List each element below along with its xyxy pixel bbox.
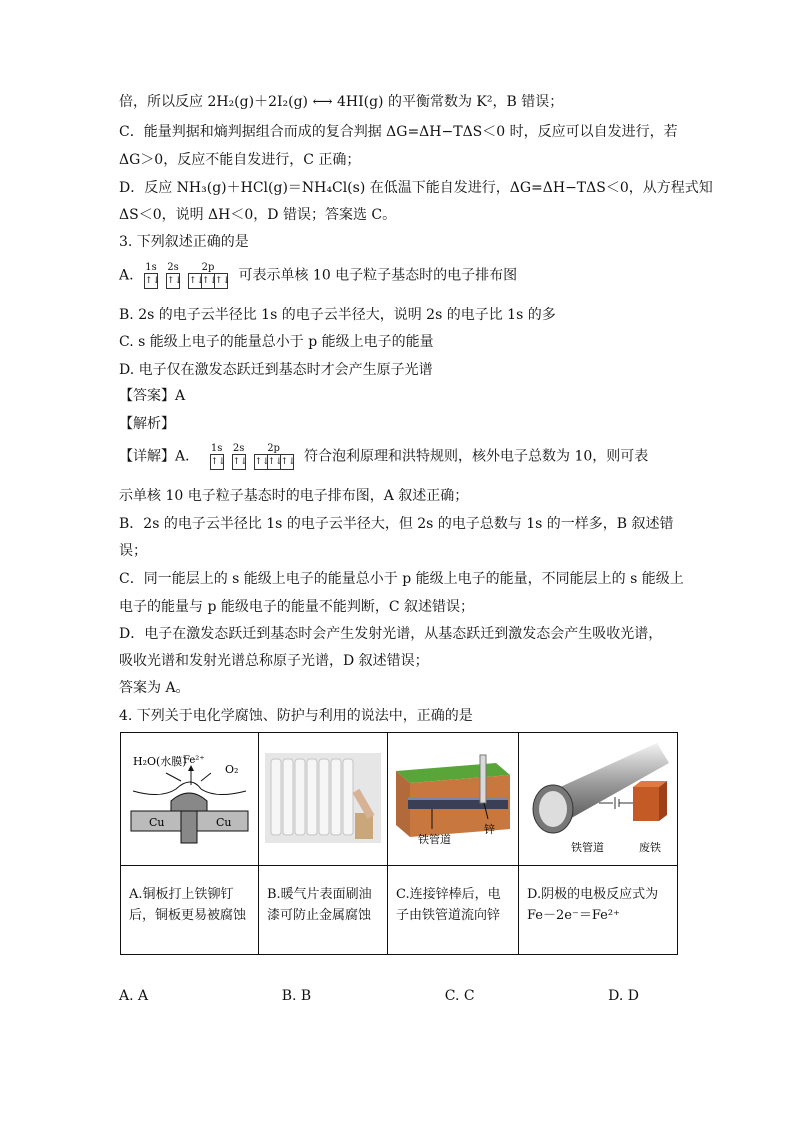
option-a-text: A.铜板打上铁铆钉后，铜板更易被腐蚀 (129, 887, 247, 923)
orbital-box: ↑↓ (167, 276, 183, 286)
solution-line: D．反应 NH₃(g)＋HCl(g)＝NH₄Cl(s) 在低温下能自发进行，ΔG=ΔH−TΔS＜0，从方程式知 (119, 180, 713, 196)
water-film-label: H₂O(水膜) (133, 755, 187, 768)
orbital-box: ↑↓ (210, 457, 226, 467)
option-c-cell (388, 866, 519, 955)
orbital-box: ↑↓ (202, 276, 218, 286)
radiator-photo (259, 733, 387, 865)
option-b-text: B.暖气片表面刷油漆可防止金属腐蚀 (267, 887, 372, 923)
question-4-table (120, 732, 678, 955)
detail-text: 符合泡利原理和洪特规则，核外电子总数为 10，则可表 (304, 448, 649, 465)
option-d-cell (519, 866, 678, 955)
figure-d-cell (519, 733, 678, 866)
solution-line: 倍，所以反应 2H₂(g)＋2I₂(g) ⟷ 4HI(g) 的平衡常数为 K²，B 错误； (119, 94, 564, 110)
orbital-label: 2s (167, 262, 179, 273)
iron-pipe-label: 铁管道 (571, 841, 604, 854)
buried-pipe-figure (388, 733, 518, 865)
detail-prefix: 【详解】A． (119, 448, 200, 465)
copper-rivet-figure (121, 733, 258, 865)
choice-d: D. D (608, 988, 639, 1004)
figure-a-cell (121, 733, 259, 866)
orbital-diagram (210, 443, 294, 470)
question-3-option-d: D. 电子仅在激发态跃迁到基态时才会产生原子光谱 (119, 362, 433, 378)
detail-line: C．同一能层上的 s 能级上电子的能量总小于 p 能级上电子的能量，不同能层上的 s 能级上 (119, 571, 684, 587)
orbital-box: ↑↓ (145, 276, 161, 286)
orbital-label: 1s (145, 262, 157, 273)
final-answer: 答案为 A。 (119, 680, 190, 696)
detail-line: 示单核 10 电子粒子基态时的电子排布图，A 叙述正确； (119, 488, 469, 504)
orbital-box: ↑↓ (215, 276, 231, 286)
question-3-option-b: B. 2s 的电子云半径比 1s 的电子云半径大，说明 2s 的电子比 1s 的多 (119, 307, 556, 323)
option-text: 可表示单核 10 电子粒子基态时的电子排布图 (238, 267, 518, 284)
orbital-label: 2s (232, 443, 245, 454)
question-3-stem: 3. 下列叙述正确的是 (119, 234, 249, 250)
solution-line: ΔS＜0，说明 ΔH＜0，D 错误；答案选 C。 (119, 207, 397, 223)
iron-ion-label: Fe²⁺ (183, 755, 205, 766)
analysis-label: 【解析】 (119, 416, 175, 432)
solution-line: ΔG＞0，反应不能自发进行，C 正确； (119, 152, 361, 168)
orbital-box: ↑↓ (254, 457, 270, 467)
detail-line: 电子的能量与 p 能级电子的能量不能判断，C 叙述错误； (119, 599, 475, 615)
option-d-text: D.阴极的电极反应式为 Fe－2e⁻＝Fe²⁺ (527, 887, 659, 923)
choice-a: A. A (119, 988, 149, 1004)
orbital-box: ↑↓ (280, 457, 296, 467)
choice-b: B. B (281, 988, 312, 1004)
detail-a (119, 443, 648, 470)
orbital-label: 2p (267, 443, 280, 454)
question-4-stem: 4. 下列关于电化学腐蚀、防护与利用的说法中，正确的是 (119, 708, 473, 724)
orbital-diagram (144, 262, 231, 289)
question-3-option-c: C. s 能级上电子的能量总小于 p 能级上电子的能量 (119, 334, 434, 350)
detail-line: B．2s 的电子云半径比 1s 的电子云半径大，但 2s 的电子总数与 1s 的一样多，B 叙述错 (119, 516, 674, 532)
copper-label: Cu (216, 816, 232, 829)
scrap-iron-label: 废铁 (639, 841, 661, 854)
orbital-box: ↑↓ (232, 457, 248, 467)
answer-choices (119, 988, 639, 1004)
detail-line: 吸收光谱和发射光谱总称原子光谱，D 叙述错误； (119, 653, 429, 669)
copper-label: Cu (149, 816, 165, 829)
figure-c-cell (388, 733, 519, 866)
orbital-label: 1s (210, 443, 223, 454)
solution-line: C．能量判据和熵判据组合而成的复合判据 ΔG=ΔH−TΔS＜0 时，反应可以自发进行，若 (119, 124, 678, 140)
figure-b-cell (259, 733, 388, 866)
option-c-text: C.连接锌棒后，电子由铁管道流向锌 (396, 887, 501, 923)
zinc-label: 锌 (484, 823, 495, 836)
orbital-box: ↑↓ (189, 276, 205, 286)
orbital-box: ↑↓ (267, 457, 283, 467)
pipe-scrap-iron-figure (519, 733, 677, 865)
detail-line: D．电子在激发态跃迁到基态时会产生发射光谱，从基态跃迁到激发态会产生吸收光谱， (119, 626, 663, 642)
option-a-cell (121, 866, 259, 955)
question-3-option-a (119, 262, 517, 289)
orbital-label: 2p (201, 262, 215, 273)
oxygen-label: O₂ (225, 763, 239, 776)
option-b-cell (259, 866, 388, 955)
answer-label: 【答案】A (119, 388, 186, 404)
iron-pipe-label: 铁管道 (418, 833, 451, 846)
detail-line: 误； (119, 543, 147, 559)
option-label: A. (119, 267, 134, 284)
choice-c: C. C (444, 988, 475, 1004)
